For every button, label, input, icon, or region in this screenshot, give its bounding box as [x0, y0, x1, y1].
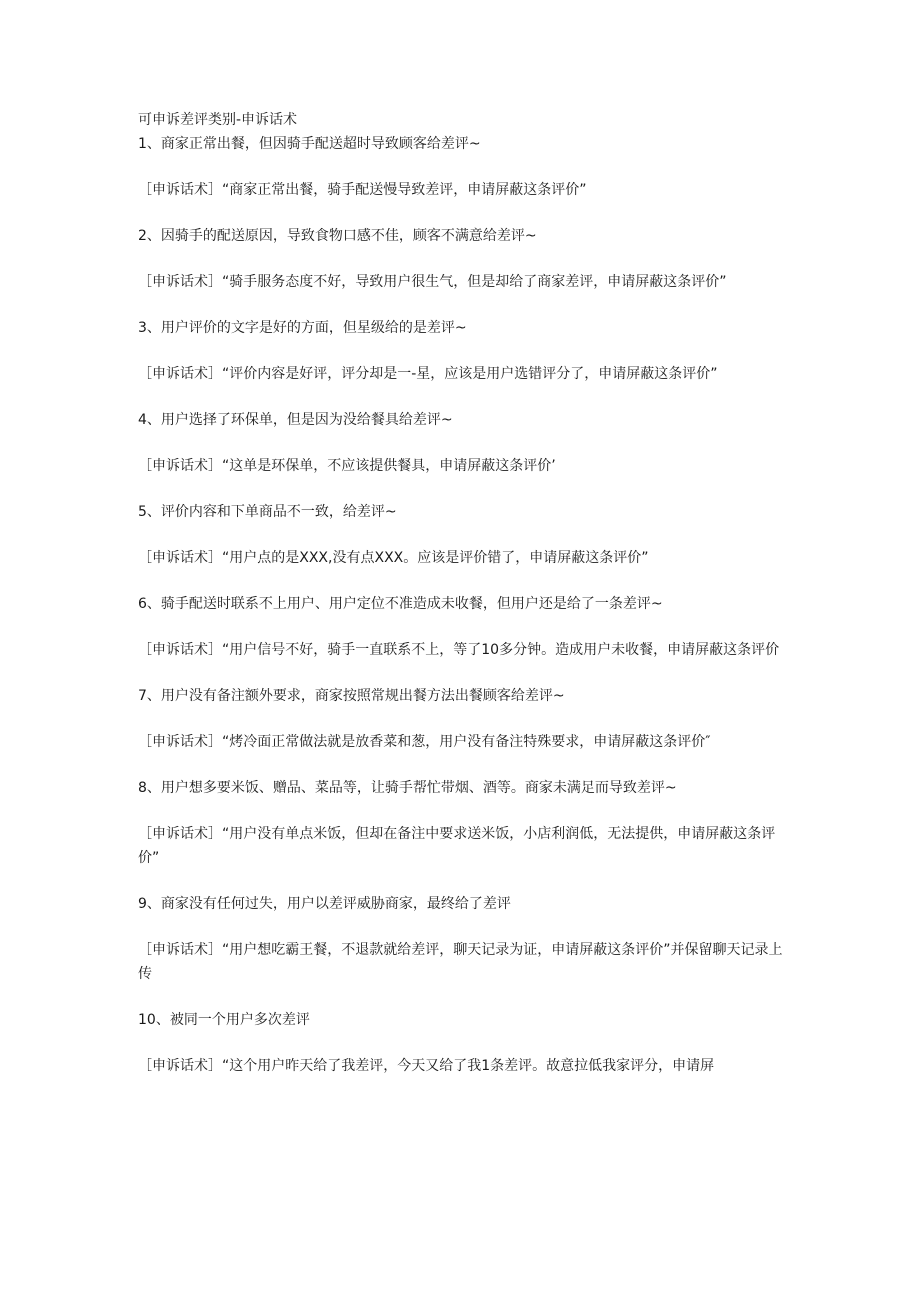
item-question: 7、用户没有备注额外要求，商家按照常规出餐方法出餐顾客给差评~ — [138, 688, 565, 704]
item-8 — [138, 776, 786, 892]
item-1 — [138, 132, 786, 224]
item-answer: ［申诉话术］“用户想吃霸王餐，不退款就给差评，聊天记录为证，申请屏蔽这条评价”并保留聊天记录上传 — [138, 942, 783, 982]
item-10 — [138, 1008, 786, 1078]
document-title: 可申诉差评类别-申诉话术 — [138, 112, 298, 128]
item-question: 2、因骑手的配送原因，导致食物口感不佳，顾客不满意给差评~ — [138, 228, 537, 244]
item-6 — [138, 592, 786, 684]
item-4 — [138, 408, 786, 500]
item-answer: ［申诉话术］“用户点的是XXX,没有点XXX。应该是评价错了，申请屏蔽这条评价” — [138, 550, 649, 566]
item-question: 3、用户评价的文字是好的方面，但星级给的是差评~ — [138, 320, 467, 336]
item-answer: ［申诉话术］“这个用户昨天给了我差评，今天又给了我1条差评。故意拉低我家评分，申请屏 — [138, 1058, 715, 1074]
item-answer: ［申诉话术］“这单是环保单，不应该提供餐具，申请屏蔽这条评价’ — [138, 458, 556, 474]
item-question: 1、商家正常出餐，但因骑手配送超时导致顾客给差评~ — [138, 136, 481, 152]
item-question: 8、用户想多要米饭、赠品、菜品等，让骑手帮忙带烟、酒等。商家未满足而导致差评~ — [138, 780, 677, 796]
item-answer: ［申诉话术］“用户信号不好，骑手一直联系不上，等了10多分钟。造成用户未收餐，申请屏蔽这条评价 — [138, 642, 780, 658]
item-3 — [138, 316, 786, 408]
item-answer: ［申诉话术］“商家正常出餐，骑手配送慢导致差评，申请屏蔽这条评价” — [138, 182, 587, 198]
item-answer: ［申诉话术］“评价内容是好评，评分却是一-星，应该是用户选错评分了，申请屏蔽这条评价” — [138, 366, 718, 382]
item-question: 5、评价内容和下单商品不一致，给差评~ — [138, 504, 397, 520]
document-page — [138, 108, 786, 1078]
item-5 — [138, 500, 786, 592]
item-answer: ［申诉话术］“烤冷面正常做法就是放香菜和葱，用户没有备注特殊要求，申请屏蔽这条评价″ — [138, 734, 711, 750]
item-9 — [138, 892, 786, 1008]
item-answer: ［申诉话术］“骑手服务态度不好，导致用户很生气，但是却给了商家差评，申请屏蔽这条评价” — [138, 274, 727, 290]
item-question: 9、商家没有任何过失，用户以差评威胁商家，最终给了差评 — [138, 896, 511, 912]
item-question: 4、用户选择了环保单，但是因为没给餐具给差评~ — [138, 412, 453, 428]
item-question: 6、骑手配送时联系不上用户、用户定位不准造成未收餐，但用户还是给了一条差评~ — [138, 596, 663, 612]
item-2 — [138, 224, 786, 316]
item-question: 10、被同一个用户多次差评 — [138, 1012, 310, 1028]
item-answer: ［申诉话术］“用户没有单点米饭，但却在备注中要求送米饭，小店利润低，无法提供，申请屏蔽这条评价” — [138, 826, 776, 866]
item-7 — [138, 684, 786, 776]
